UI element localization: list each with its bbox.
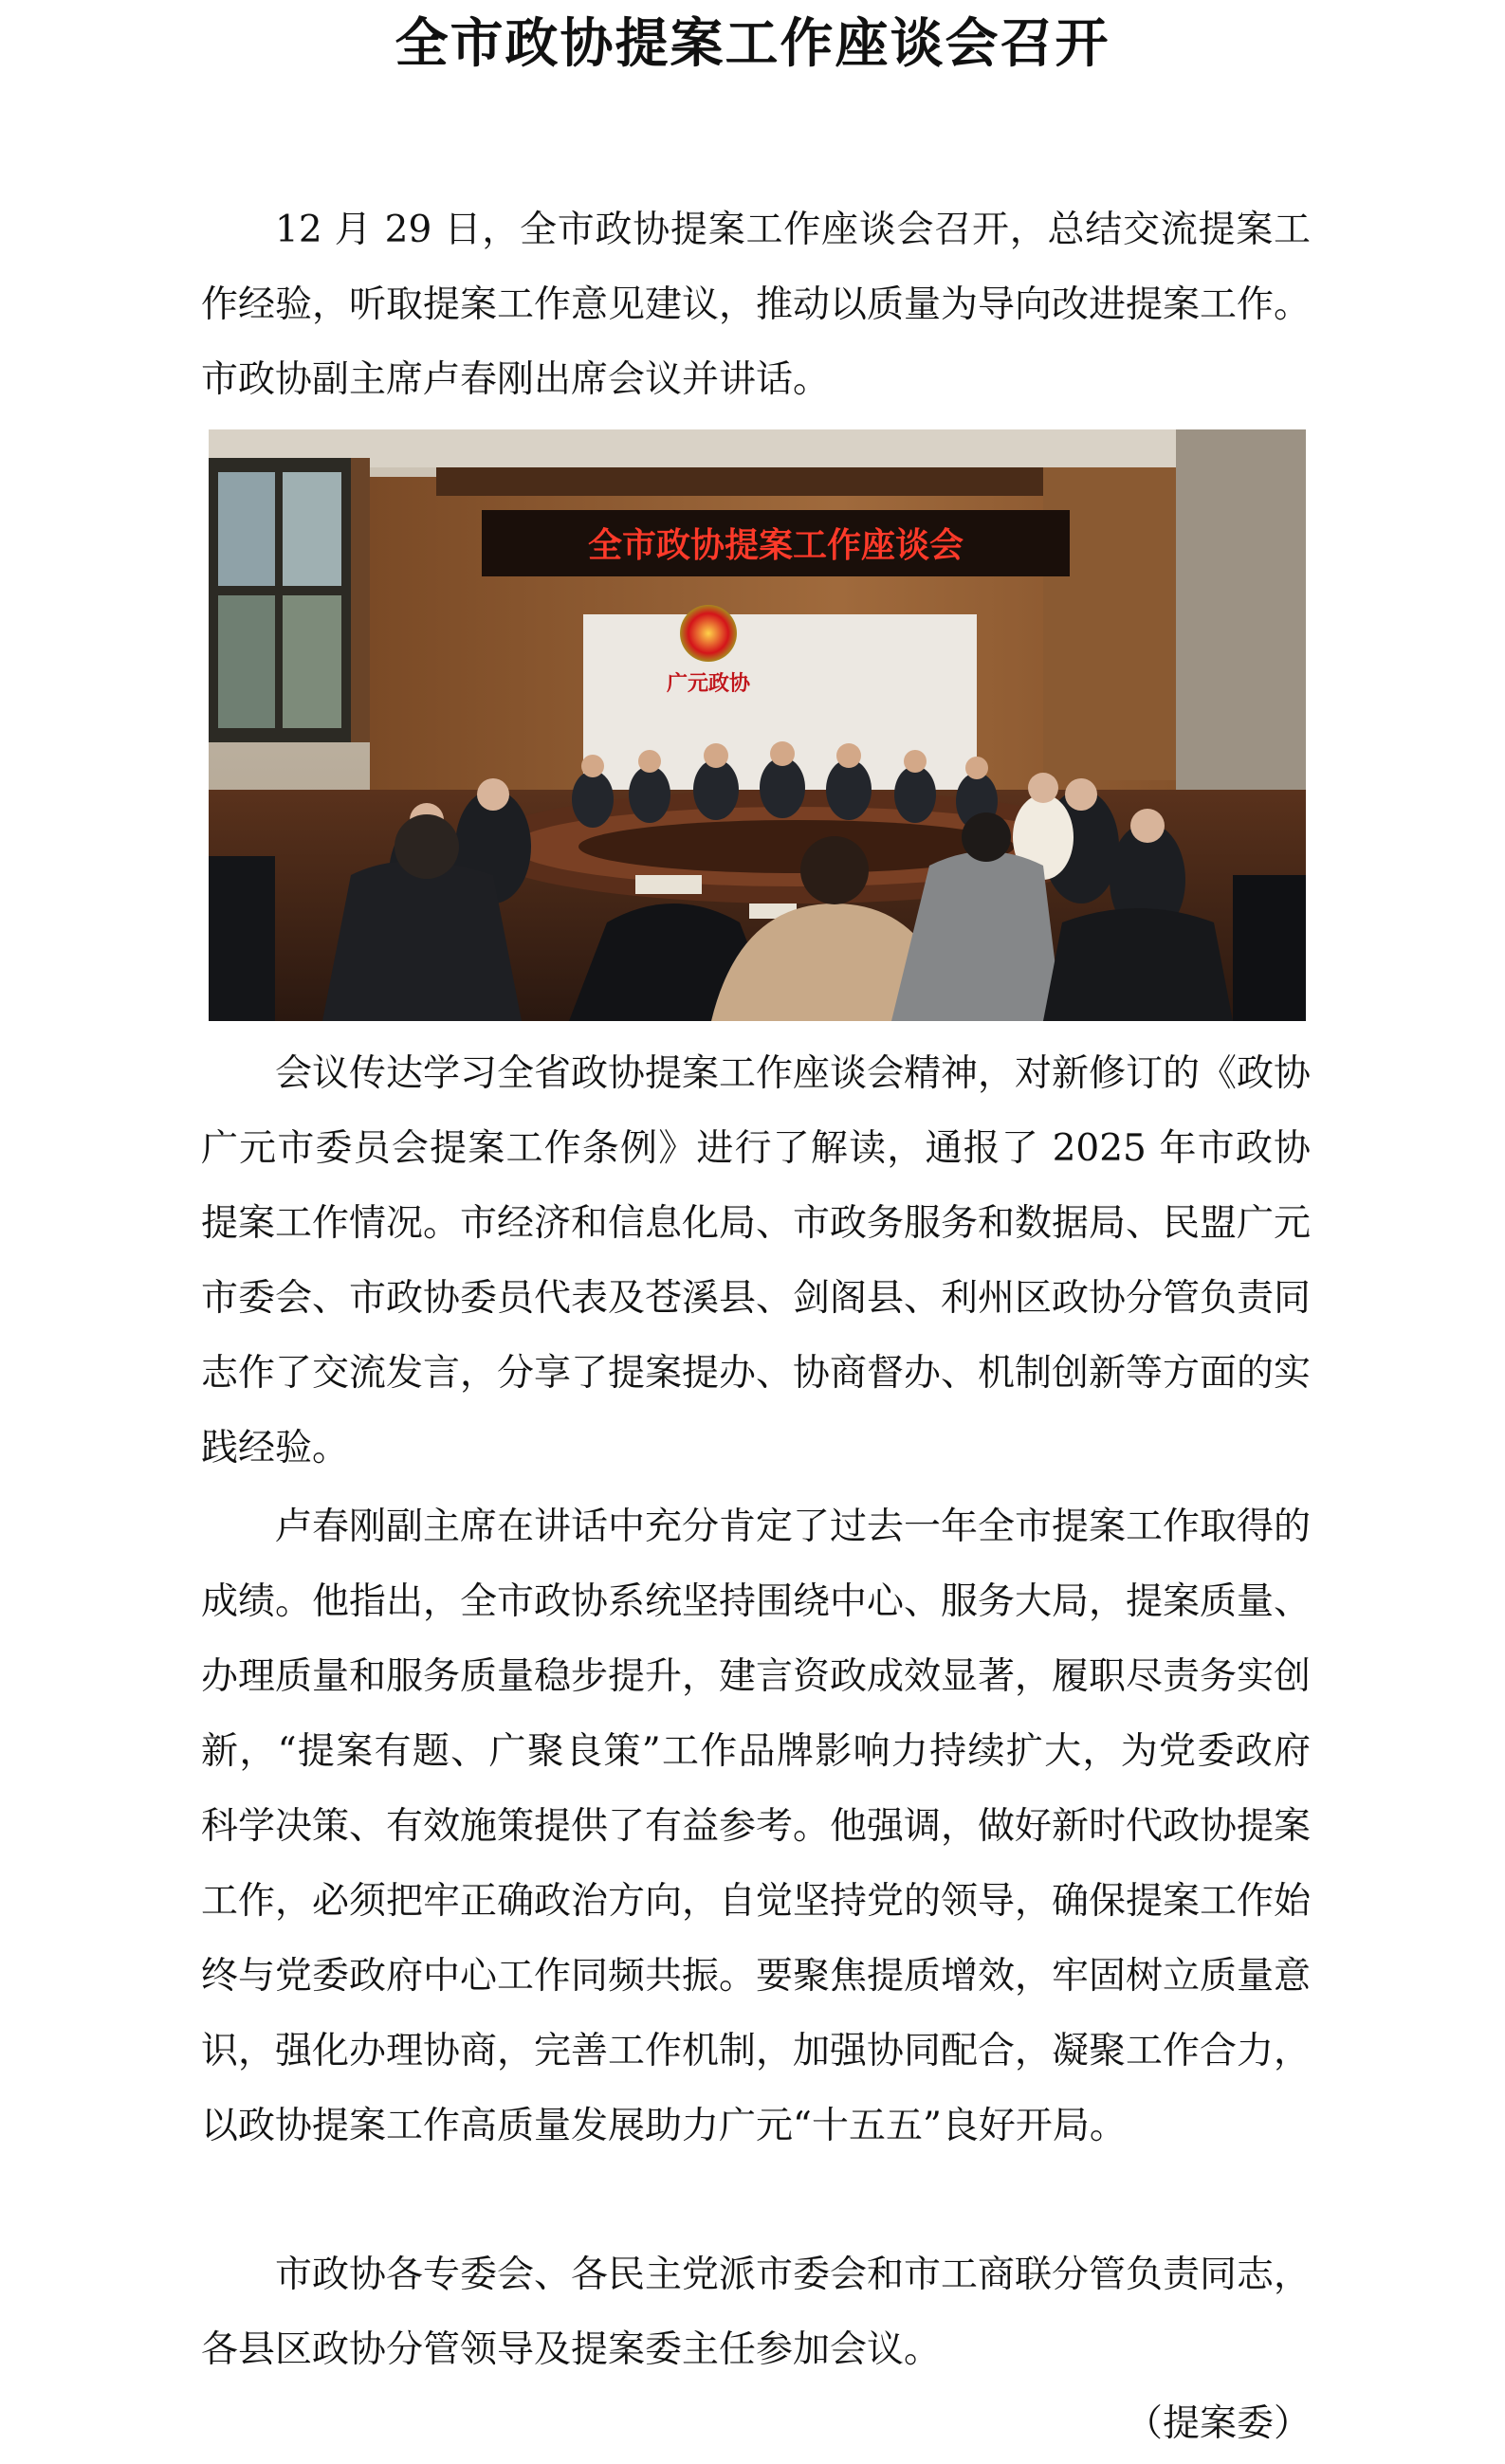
article-title: 全市政协提案工作座谈会召开 <box>395 12 1110 75</box>
article-paragraph-2: 会议传达学习全省政协提案工作座谈会精神，对新修订的《政协广元市委员会提案工作条例》进行了解读，通报了 2025 年市政协提案工作情况。市经济和信息化局、市政务服务和数据局、民盟广元市委会、市政协委员代表及苍溪县、剑阁县、利州区政协分管负责同志作了交流发言，分享了提案提办、协商督办、机制创新等方面的实践经验。 <box>201 1052 1312 1469</box>
meeting-photo <box>209 429 1306 1021</box>
article-signature: （提案委） <box>1125 2402 1311 2445</box>
cppcc-emblem-icon <box>680 605 737 662</box>
article-paragraph-4: 市政协各专委会、各民主党派市委会和市工商联分管负责同志，各县区政协分管领导及提案委主任参加会议。 <box>201 2254 1312 2371</box>
article-paragraph-3: 卢春刚副主席在讲话中充分肯定了过去一年全市提案工作取得的成绩。他指出，全市政协系统坚持围绕中心、服务大局，提案质量、办理质量和服务质量稳步提升，建言资政成效显著，履职尽责务实创新，“提案有题、广聚良策”工作品牌影响力持续扩大，为党委政府科学决策、有效施策提供了有益参考。他强调，做好新时代政协提案工作，必须把牢正确政治方向，自觉坚持党的领导，确保提案工作始终与党委政府中心工作同频共振。要聚焦提质增效，牢固树立质量意识，强化办理协商，完善工作机制，加强协同配合，凝聚工作合力，以政协提案工作高质量发展助力广元“十五五”良好开局。 <box>201 1506 1312 2147</box>
wall-text: 广元政协 <box>666 672 751 696</box>
banner-text: 全市政协提案工作座谈会 <box>587 526 964 565</box>
article-paragraph-1: 12 月 29 日，全市政协提案工作座谈会召开，总结交流提案工作经验，听取提案工作意见建议，推动以质量为导向改进提案工作。市政协副主席卢春刚出席会议并讲话。 <box>201 209 1312 401</box>
